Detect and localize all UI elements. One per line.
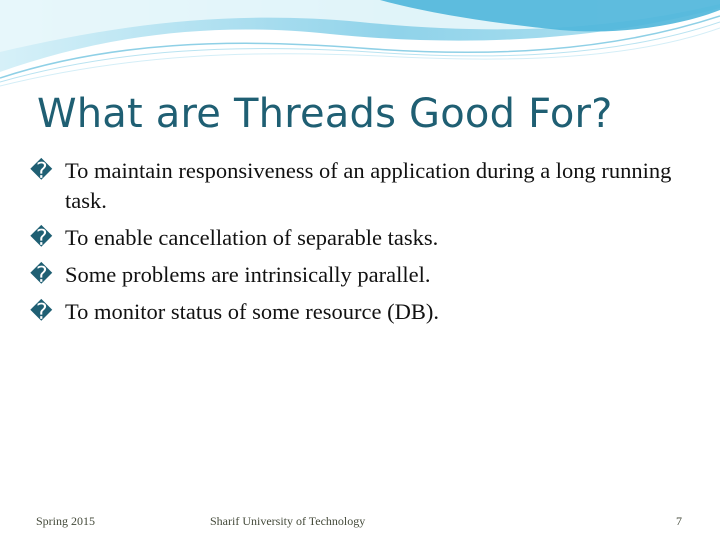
bullet-item [30, 297, 690, 327]
bullet-marker-icon: � [30, 226, 53, 251]
bullet-item [30, 223, 690, 253]
bullet-text: To enable cancellation of separable tasks. [65, 225, 439, 250]
bullet-text: To monitor status of some resource (DB). [65, 299, 439, 324]
bullet-marker-icon: � [30, 159, 53, 184]
page-number: 7 [676, 514, 682, 528]
bullet-list [30, 156, 690, 334]
bullet-item [30, 260, 690, 290]
slide-title: What are Threads Good For? [37, 91, 613, 137]
bullet-marker-icon: � [30, 263, 53, 288]
bullet-text: To maintain responsiveness of an application during a long running task. [65, 158, 672, 213]
footer-institution: Sharif University of Technology [210, 514, 366, 528]
bullet-text: Some problems are intrinsically parallel. [65, 262, 431, 287]
bullet-item [30, 156, 690, 216]
footer-date: Spring 2015 [36, 514, 96, 528]
bullet-marker-icon: � [30, 300, 53, 325]
